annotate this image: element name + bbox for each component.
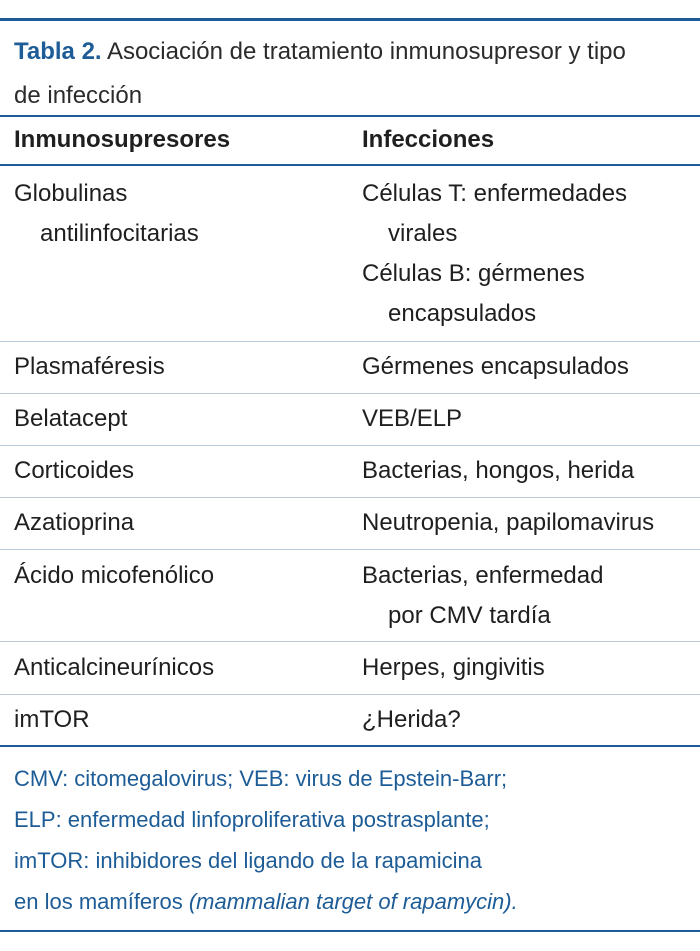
table-caption bbox=[14, 30, 684, 118]
infection-cell: VEB/ELP bbox=[362, 405, 463, 432]
row-divider bbox=[0, 549, 700, 550]
infection-cell: Herpes, gingivitis bbox=[362, 654, 545, 681]
drug-cell bbox=[14, 174, 199, 254]
table-row bbox=[0, 556, 700, 636]
footnote-line: CMV: citomegalovirus; VEB: virus de Epstein-Barr; bbox=[14, 766, 508, 791]
row-divider bbox=[0, 445, 700, 446]
column-header-inmunosupresores: Inmunosupresores bbox=[14, 126, 231, 153]
drug-cell: Anticalcineurínicos bbox=[14, 654, 215, 681]
row-divider bbox=[0, 341, 700, 342]
drug-cell: imTOR bbox=[14, 706, 90, 733]
drug-cell: Azatioprina bbox=[14, 509, 135, 536]
drug-cell: Plasmaféresis bbox=[14, 353, 165, 380]
infection-cell: ¿Herida? bbox=[362, 706, 461, 733]
drug-cell: Belatacept bbox=[14, 405, 128, 432]
infection-cell: Bacterias, hongos, herida bbox=[362, 457, 635, 484]
table-label: Tabla 2. bbox=[14, 38, 102, 65]
cell-text: virales bbox=[388, 220, 458, 247]
cell-text: encapsulados bbox=[388, 300, 537, 327]
cell-text: Células B: gérmenes bbox=[362, 260, 585, 287]
row-divider bbox=[0, 641, 700, 642]
table-bottom-rule bbox=[0, 745, 700, 747]
cell-text: Globulinas bbox=[14, 180, 128, 207]
row-divider bbox=[0, 497, 700, 498]
header-bottom-rule bbox=[0, 164, 700, 166]
drug-cell: Ácido micofenólico bbox=[14, 562, 215, 589]
footnote-italic-text: (mammalian target of rapamycin). bbox=[188, 889, 518, 914]
row-divider bbox=[0, 694, 700, 695]
cell-text: Células T: enfermedades bbox=[362, 180, 628, 207]
infection-cell: Neutropenia, papilomavirus bbox=[362, 509, 655, 536]
footnote-line: ELP: enfermedad linfoproliferativa postrasplante; bbox=[14, 807, 490, 832]
cell-text: por CMV tardía bbox=[388, 602, 551, 629]
table-row bbox=[0, 174, 700, 334]
row-divider bbox=[0, 393, 700, 394]
page-bottom-rule bbox=[0, 930, 700, 932]
footnote-line: imTOR: inhibidores del ligando de la rapamicina bbox=[14, 848, 482, 873]
table-footnote bbox=[14, 758, 684, 922]
footnote-text: en los mamíferos bbox=[14, 889, 189, 914]
drug-cell: Corticoides bbox=[14, 457, 135, 484]
caption-line-1: Asociación de tratamiento inmunosupresor y tipo bbox=[106, 38, 626, 65]
top-rule bbox=[0, 18, 700, 21]
infection-cell bbox=[362, 174, 627, 334]
caption-line-2: de infección bbox=[14, 82, 143, 109]
cell-text: antilinfocitarias bbox=[40, 220, 199, 247]
cell-text: Bacterias, enfermedad bbox=[362, 562, 604, 589]
column-header-infecciones: Infecciones bbox=[362, 126, 495, 153]
table-header-row bbox=[0, 116, 700, 164]
infection-cell: Gérmenes encapsulados bbox=[362, 353, 629, 380]
footnote-line bbox=[14, 881, 684, 922]
infection-cell bbox=[362, 556, 603, 636]
